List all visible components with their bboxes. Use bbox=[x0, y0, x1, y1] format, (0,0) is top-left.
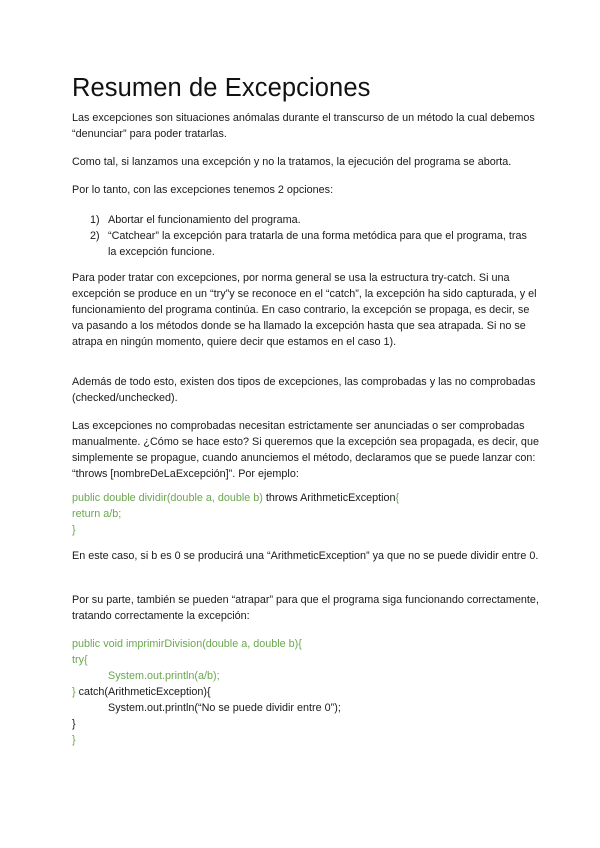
paragraph-catch-intro: Por su parte, también se pueden “atrapar” para que el programa siga funcionando correctamente, tratando correctamente la excepción: bbox=[72, 594, 539, 622]
code-block-dividir bbox=[72, 490, 542, 538]
paragraph-unchecked: Las excepciones no comprobadas necesitan estrictamente ser anunciadas o ser comprobadas manualmente. ¿Cómo se hace esto? Si queremos que la excepción sea propagada, es decir, que simplemente se propague, cuando anunciemos el método, declaramos que se puede lanzar con: “throws [nombreDeLaExcepción]”. Por ejemplo: bbox=[72, 420, 539, 480]
code-line: return a/b; bbox=[72, 508, 122, 520]
code-line: System.out.println(a/b); bbox=[108, 670, 220, 682]
list-number: 1) bbox=[90, 214, 100, 226]
code-line: try{ bbox=[72, 654, 88, 666]
code-line: } bbox=[72, 734, 76, 746]
code-line: System.out.println(“No se puede dividir entre 0”); bbox=[108, 702, 341, 714]
paragraph-options-intro: Por lo tanto, con las excepciones tenemos 2 opciones: bbox=[72, 184, 334, 196]
paragraph-try-catch: Para poder tratar con excepciones, por norma general se usa la estructura try-catch. Si una excepción se produce en un “try”y se reconoce en el “catch”, la excepción ha sido capturada, y el funcionamiento del programa continúa. En caso contrario, la excepción se propaga, es decir, se va pasando a los métodos donde se ha llamado la excepción hasta que sea atrapada. Si no se atrapa en ningún momento, quiere decir que estamos en el caso 1). bbox=[72, 272, 537, 348]
list-item bbox=[90, 212, 548, 228]
list-number: 2) bbox=[90, 230, 100, 242]
code-line: } catch(ArithmeticException){ bbox=[72, 686, 211, 698]
list-text: Abortar el funcionamiento del programa. bbox=[108, 214, 301, 226]
paragraph-example-explanation: En este caso, si b es 0 se producirá una “ArithmeticException” ya que no se puede dividir entre 0. bbox=[72, 550, 539, 562]
page-title: Resumen de Excepciones bbox=[72, 74, 371, 102]
code-block-imprimir bbox=[72, 636, 542, 748]
code-line: public void imprimirDivision(double a, double b){ bbox=[72, 638, 302, 650]
paragraph-abort: Como tal, si lanzamos una excepción y no la tratamos, la ejecución del programa se aborta. bbox=[72, 156, 512, 168]
list-item bbox=[90, 228, 538, 260]
code-line: } bbox=[72, 718, 76, 730]
code-line: } bbox=[72, 524, 76, 536]
list-text: “Catchear” la excepción para tratarla de una forma metódica para que el programa, tras la excepción funcione. bbox=[108, 230, 527, 258]
paragraph-types: Además de todo esto, existen dos tipos de excepciones, las comprobadas y las no comprobadas (checked/unchecked). bbox=[72, 376, 536, 404]
paragraph-definition: Las excepciones son situaciones anómalas durante el transcurso de un método la cual debemos “denunciar” para poder tratarlas. bbox=[72, 112, 535, 140]
code-line: public double dividir(double a, double b) throws ArithmeticException{ bbox=[72, 492, 400, 504]
